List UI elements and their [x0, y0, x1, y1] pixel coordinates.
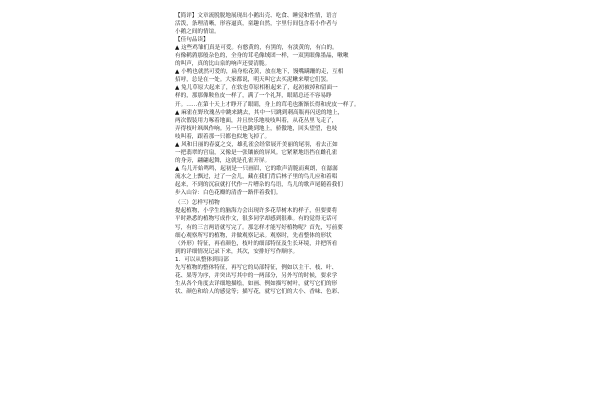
text-line: 样的，那那像鞍鱼皮一样了，满了一个礼拜，眼睛总还不容易睁	[175, 93, 332, 100]
text-line: 一把翡翠的宫扇，又像是一张镶嵌的屏风。它紧紧地语挡在雌孔雀	[175, 149, 338, 156]
text-line: 写，有的三言两语就写完了。那怎样才能写好植物呢？首先，写前要	[175, 224, 343, 231]
text-line: 起来，不到的沉寂就打代作一片嘈杂的鸟语，鸟儿的歌声尾随着我们	[175, 181, 343, 188]
text-line: 【简评】文章流脱脱地展现出小鹅出壳、吃食、睡觉和性情，语言	[175, 13, 338, 19]
text-line: 生从各个角度去详细地描绘，如画、例如描写树叶，就写它们的形	[175, 280, 338, 287]
text-line: 细心观察所写的植物，并做观察记录。观察时，先看整体的形状	[175, 232, 332, 239]
text-line: ▲ 兔儿草原大起来了，在软也草原相租起来了，起初被掉和留面一	[175, 85, 338, 92]
text-line: 先写植物的整体特征，再写它的局部特征，例如以主干、枝、叶、	[175, 264, 338, 271]
text-line: ▲ 风和日丽的春夏之交，雄孔雀会经常展开美丽的尾羽，看去正如	[175, 141, 338, 148]
text-line: 提起植物，小学生的脑海力会出现许多花草树木的样子，但要要将	[175, 208, 338, 215]
text-line: 到的详细情况记录下来，其次，安排好写作顺序。	[175, 248, 299, 255]
text-line: 有像鹌鹑那般杂色的，全身的茸毛像绒团一样，一双黑眼像墨晶，啾啾	[175, 53, 349, 60]
text-line: 招呼，总是在一处。大家都说，明天叫它去买泥鳅来喂它们罢。	[175, 77, 332, 84]
text-line: 活泼，条理清晰，形容逼真，童趣自然，字里行间包含着小作者与	[175, 21, 338, 28]
text-line: 平时熟悉的植物写成作文，很多同学却感到很难。有的觉得无话可	[175, 216, 338, 223]
text-line: 弄得枝叶飒飒作响。另一只也跳到地上，骄傲地，回头望望，也吱	[175, 125, 338, 132]
subsection-heading: 1．可以从整体到局部	[175, 256, 229, 263]
text-line: ▲ 鸟儿开始鸣鸣，起初是一只画眉，它的歌声清脆而爽朗，在潺潺	[175, 165, 338, 172]
text-line: ▲ 这些鸡雏们真是可爱。有憨黄的，有黑的，有淡黄的，有白的。	[175, 45, 338, 52]
text-line: 的身旁，翩翩起舞，这就是孔雀开屏。	[175, 157, 271, 164]
text-line: 小鹅之间的情谊。	[175, 29, 220, 36]
text-line: 步入山谷：白色花瓣的清香一路伴着我们。	[175, 190, 282, 197]
document-text	[175, 12, 425, 296]
text-line: 状、颜色和给人的感觉等；描写花，就写它们的大小、香味、色彩、	[175, 288, 343, 295]
text-line: 吱叫着，跟着那一只都也似地飞掉了。	[175, 133, 271, 140]
text-line: 的叫声，真的比山泉的响声还要清脆。	[175, 61, 271, 68]
text-line: （外形）特征，再看颜色，枝叶的细部特征及生长环境，并把所看	[175, 240, 338, 247]
text-line: ▲ 小鸭也就然可爱的，扁身松花黄，放在地下，馒嘴蹒跚的走，互相	[175, 69, 344, 76]
text-line: 流水之上飘过，过了一会儿，藏在我们背后林子里的鸟儿应和着唱	[175, 173, 338, 180]
text-line: 开。……在第十天上才睁开了眼睛，身上的茸毛也渐渐长得和虎皮一样了。	[175, 101, 360, 108]
text-line: 花、果等为序，并突出写其中的一两部分，另外写的时候，要求学	[175, 272, 338, 279]
text-line: ▲ 麻雀在野玫瑰丛中跳来跳去，其中一只跳到刺高瓶再闪送的地上，	[175, 109, 344, 116]
text-line: 两次假装用力啄着地面，并且快乐地吱吱叫着，从花丛里飞走了，	[175, 117, 338, 124]
section-heading: 【佳句品读】	[175, 37, 209, 44]
section-heading: （三）怎样写植物	[175, 200, 220, 207]
